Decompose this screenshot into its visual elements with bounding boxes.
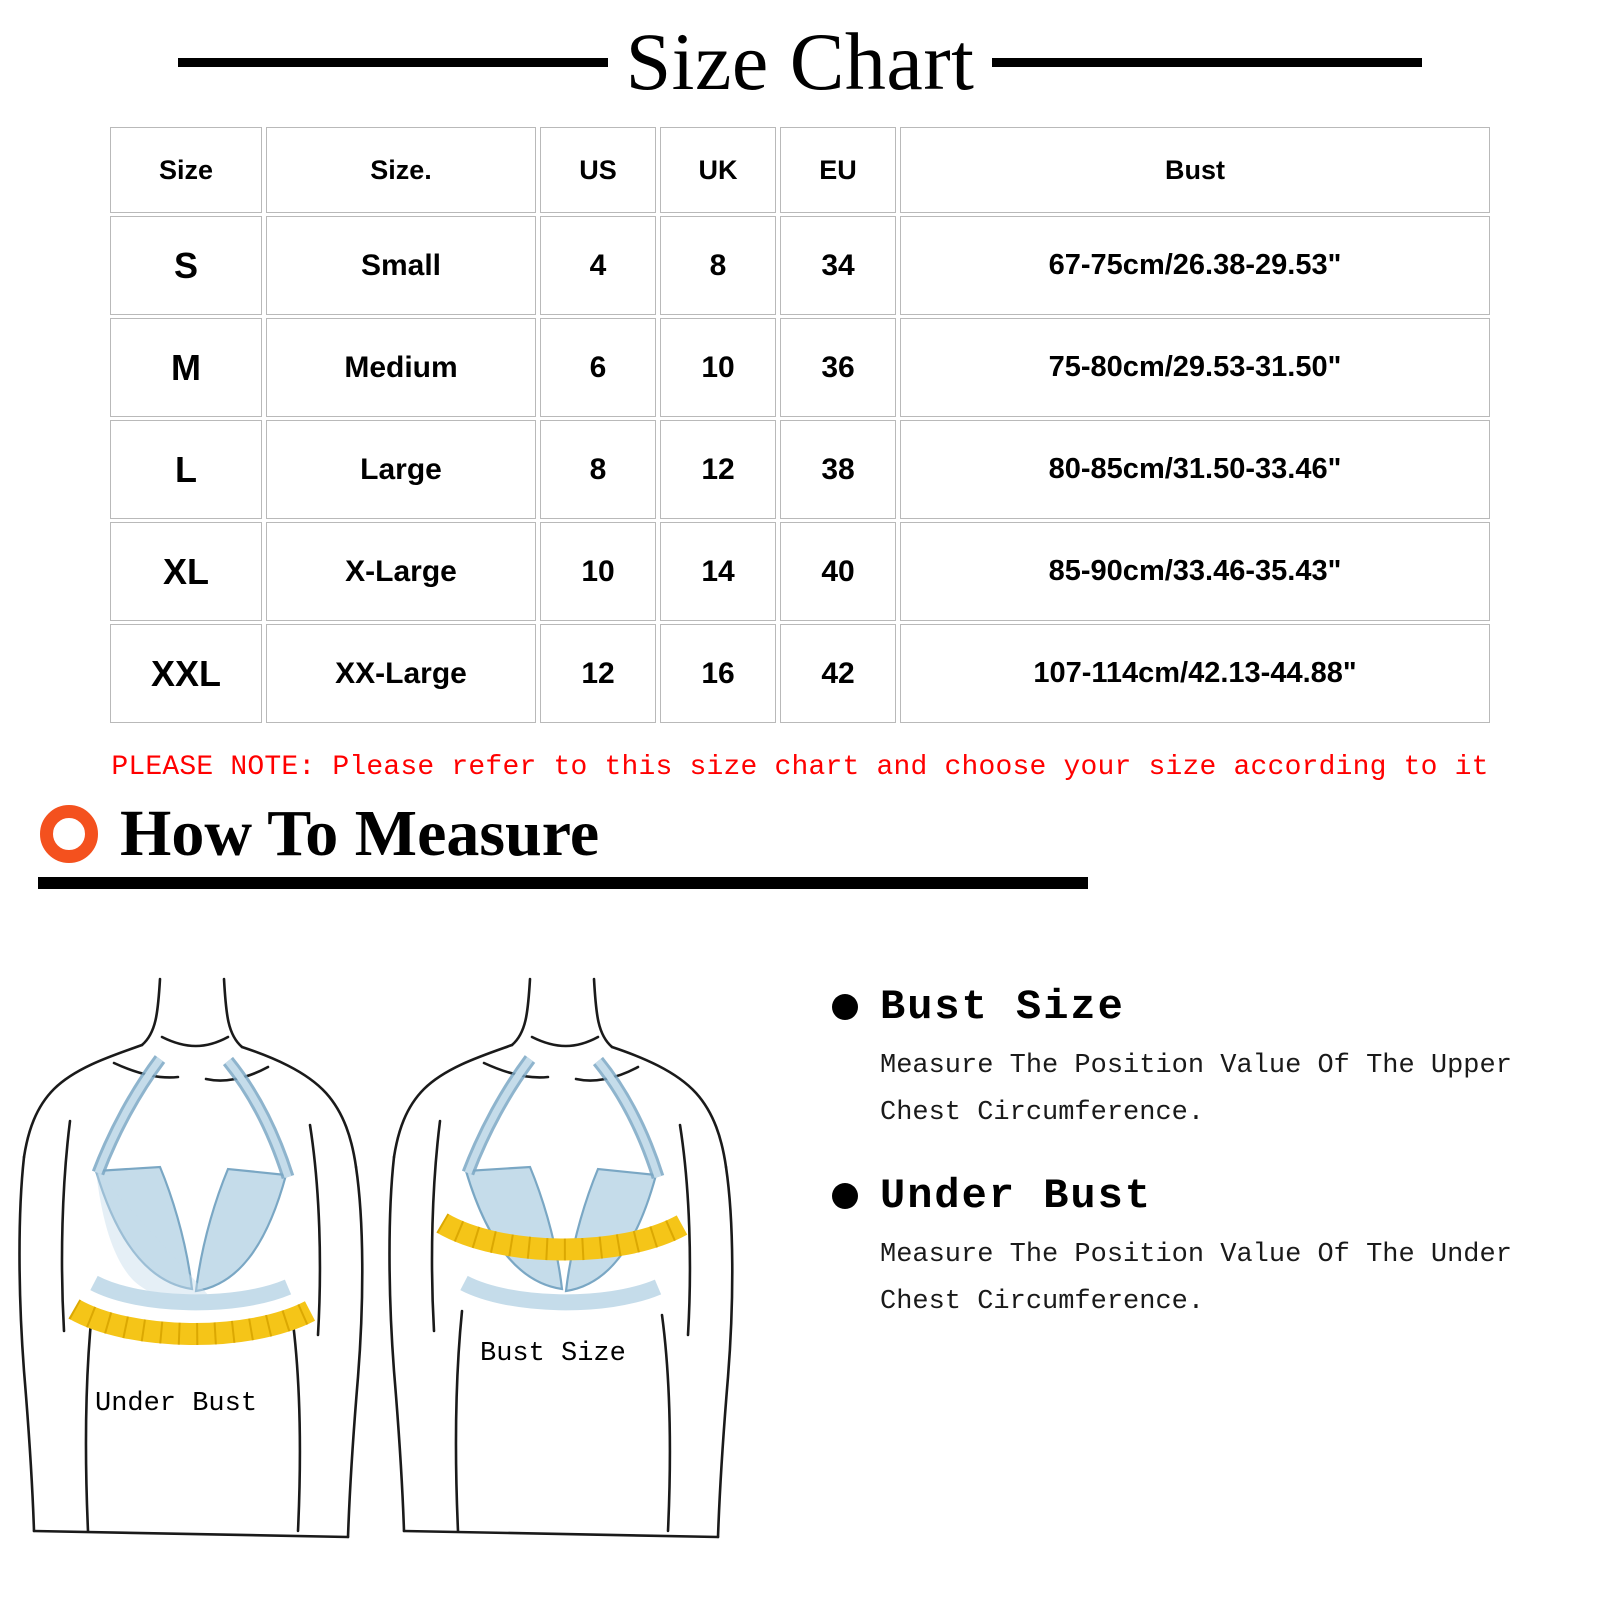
cell-uk: 14 xyxy=(660,522,776,621)
title-rule-left xyxy=(178,58,608,67)
title-rule-right xyxy=(992,58,1422,67)
cell-size-long: X-Large xyxy=(266,522,536,621)
cell-size: XXL xyxy=(110,624,262,723)
bullet-description: Measure The Position Value Of The Upper Chest Circumference. xyxy=(880,1051,1512,1129)
cell-uk: 16 xyxy=(660,624,776,723)
page-title: Size Chart xyxy=(625,16,975,107)
cell-bust: 75-80cm/29.53-31.50" xyxy=(900,318,1490,417)
cell-eu: 36 xyxy=(780,318,896,417)
col-header-eu: EU xyxy=(780,127,896,213)
cell-us: 6 xyxy=(540,318,656,417)
figure-caption-under-bust: Under Bust xyxy=(95,1389,258,1419)
cell-us: 8 xyxy=(540,420,656,519)
bullet-title: Bust Size xyxy=(880,983,1125,1031)
col-header-bust: Bust xyxy=(900,127,1490,213)
ring-icon xyxy=(40,805,98,863)
cell-uk: 10 xyxy=(660,318,776,417)
bullet-bust-size xyxy=(832,983,1600,1138)
cell-bust: 80-85cm/31.50-33.46" xyxy=(900,420,1490,519)
cell-uk: 8 xyxy=(660,216,776,315)
cell-us: 12 xyxy=(540,624,656,723)
cell-size-long: Small xyxy=(266,216,536,315)
cell-size-long: XX-Large xyxy=(266,624,536,723)
how-to-measure-rule xyxy=(38,877,1088,889)
measure-bullets xyxy=(820,971,1600,1596)
table-row xyxy=(110,420,1490,519)
table-row xyxy=(110,318,1490,417)
table-header-row xyxy=(110,127,1490,213)
table-row xyxy=(110,624,1490,723)
how-to-measure-heading: How To Measure xyxy=(120,797,600,870)
size-table xyxy=(106,124,1494,726)
bullet-description: Measure The Position Value Of The Under Chest Circumference. xyxy=(880,1239,1512,1317)
tape-measure-under-bust xyxy=(74,1309,310,1334)
cell-eu: 38 xyxy=(780,420,896,519)
cell-eu: 40 xyxy=(780,522,896,621)
cell-us: 10 xyxy=(540,522,656,621)
bullet-title: Under Bust xyxy=(880,1171,1153,1220)
col-header-us: US xyxy=(540,127,656,213)
cell-bust: 107-114cm/42.13-44.88" xyxy=(900,624,1490,723)
page-title-row xyxy=(0,0,1600,110)
cell-size: S xyxy=(110,216,262,315)
please-note-text: PLEASE NOTE: Please refer to this size chart and choose your size according to it xyxy=(111,752,1489,783)
figure-caption-bust-size: Bust Size xyxy=(480,1339,626,1369)
cell-eu: 34 xyxy=(780,216,896,315)
col-header-size: Size xyxy=(110,127,262,213)
cell-size: L xyxy=(110,420,262,519)
cell-size: XL xyxy=(110,522,262,621)
measure-figures xyxy=(0,971,820,1596)
size-table-wrap xyxy=(106,124,1494,726)
cell-size: M xyxy=(110,318,262,417)
torso-diagrams xyxy=(10,971,810,1591)
col-header-size2: Size. xyxy=(266,127,536,213)
cell-us: 4 xyxy=(540,216,656,315)
measure-section xyxy=(0,971,1600,1596)
cell-bust: 85-90cm/33.46-35.43" xyxy=(900,522,1490,621)
col-header-uk: UK xyxy=(660,127,776,213)
cell-size-long: Large xyxy=(266,420,536,519)
table-row xyxy=(110,216,1490,315)
cell-eu: 42 xyxy=(780,624,896,723)
table-row xyxy=(110,522,1490,621)
bullet-under-bust xyxy=(832,1172,1600,1327)
cell-size-long: Medium xyxy=(266,318,536,417)
bullet-dot-icon xyxy=(832,994,858,1020)
cell-bust: 67-75cm/26.38-29.53" xyxy=(900,216,1490,315)
cell-uk: 12 xyxy=(660,420,776,519)
bullet-dot-icon xyxy=(832,1183,858,1209)
how-to-measure-block xyxy=(0,797,1600,931)
tape-measure-bust-size xyxy=(442,1223,682,1250)
